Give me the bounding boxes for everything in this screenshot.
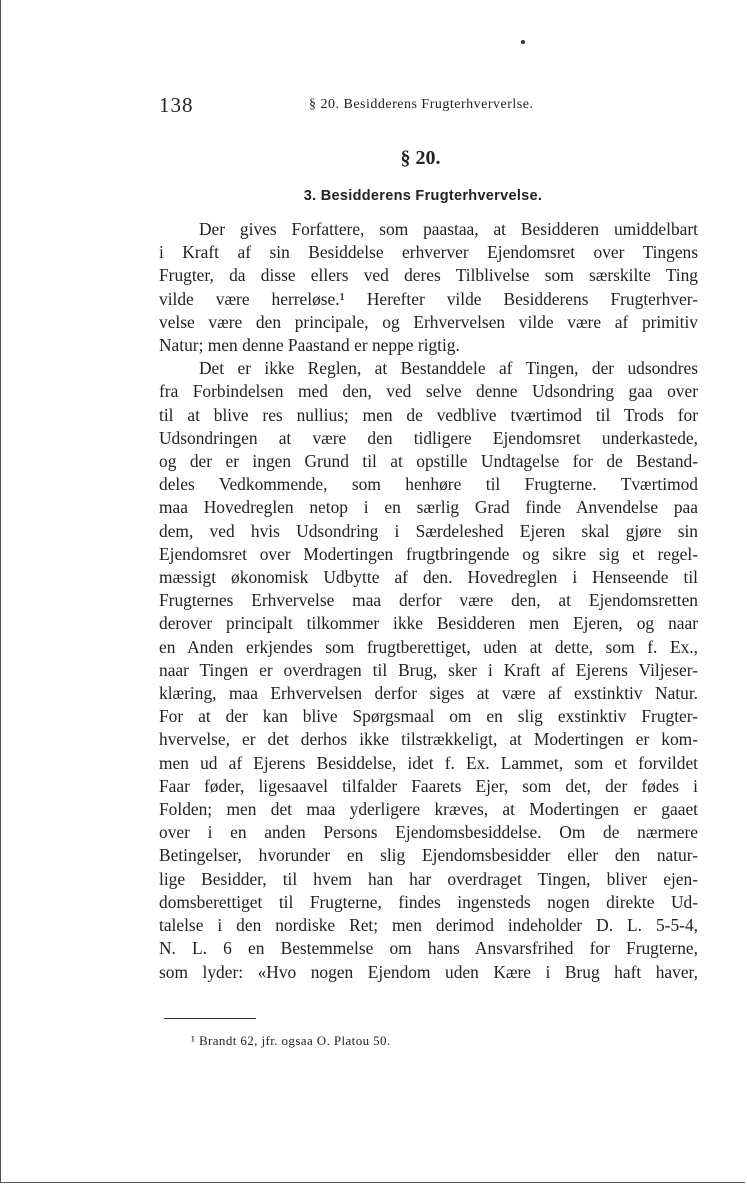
running-title: § 20. Besidderens Frugterhververlse. bbox=[309, 97, 534, 112]
text-line: Faar føder, ligesaavel tilfalder Faarets Ejer, som det, der fødes i bbox=[159, 775, 698, 796]
text-line: klæring, maa Erhvervelsen derfor siges at være af exstinktiv Natur. bbox=[159, 683, 698, 704]
text-line: lige Besidder, til hvem han har overdraget Tingen, bliver ejen- bbox=[159, 868, 698, 889]
text-line: over i en anden Persons Ejendomsbesiddelse. Om de nærmere bbox=[159, 822, 698, 843]
text-line: Frugternes Erhvervelse maa derfor være den, at Ejendomsretten bbox=[159, 590, 698, 611]
footnote-divider bbox=[164, 1018, 256, 1019]
text-line: mæssigt økonomisk Udbytte af den. Hovedreglen i Henseende til bbox=[159, 567, 698, 588]
text-line: og der er ingen Grund til at opstille Undtagelse for de Bestand- bbox=[159, 451, 698, 472]
body-text bbox=[159, 218, 698, 984]
text-line: deles Vedkommende, som henhøre til Frugterne. Tværtimod bbox=[159, 474, 698, 495]
text-line: men ud af Ejerens Besiddelse, idet f. Ex. Lammet, som et forvildet bbox=[159, 752, 698, 773]
text-line: derover principalt tilkommer ikke Besidderen men Ejeren, og naar bbox=[159, 613, 698, 634]
text-line: talelse i den nordiske Ret; men derimod indeholder D. L. 5-5-4, bbox=[159, 915, 698, 936]
text-line: hvervelse, er det derhos ikke tilstrækkeligt, at Modertingen er kom- bbox=[159, 729, 698, 750]
text-line: For at der kan blive Spørgsmaal om en slig exstinktiv Frugter- bbox=[159, 706, 698, 727]
ink-speck bbox=[521, 40, 525, 44]
running-header bbox=[159, 93, 685, 117]
text-line: Folden; men det maa yderligere kræves, at Modertingen er gaaet bbox=[159, 799, 698, 820]
text-line: til at blive res nullius; men de vedblive tværtimod til Trods for bbox=[159, 404, 698, 425]
text-line: maa Hovedreglen netop i en særlig Grad finde Anvendelse paa bbox=[159, 497, 698, 518]
footnote: ¹ Brandt 62, jfr. ogsaa O. Platou 50. bbox=[191, 1033, 391, 1048]
text-line: en Anden erkjendes som frugtberettiget, uden at dette, som f. Ex., bbox=[159, 636, 698, 657]
text-line: fra Forbindelsen med den, ved selve denne Udsondring gaa over bbox=[159, 381, 698, 402]
text-line: vilde være herreløse.¹ Herefter vilde Besidderens Frugterhver- bbox=[159, 288, 698, 309]
text-line: i Kraft af sin Besiddelse erhverver Ejendomsret over Tingens bbox=[159, 242, 698, 263]
text-line: velse være den principale, og Erhvervelsen vilde være af primitiv bbox=[159, 311, 698, 332]
text-line: naar Tingen er overdragen til Brug, sker i Kraft af Ejerens Viljeser- bbox=[159, 659, 698, 680]
text-line: dem, ved hvis Udsondring i Særdeleshed Ejeren skal gjøre sin bbox=[159, 520, 698, 541]
text-line: Natur; men denne Paastand er neppe rigtig. bbox=[159, 335, 460, 356]
text-line: Udsondringen at være den tidligere Ejendomsret underkastede, bbox=[159, 427, 698, 448]
text-line: domsberettiget til Frugterne, findes ingensteds nogen direkte Ud- bbox=[159, 891, 698, 912]
text-line: Det er ikke Reglen, at Bestanddele af Tingen, der udsondres bbox=[199, 358, 698, 379]
text-line: som lyder: «Hvo nogen Ejendom uden Kære i Brug haft haver, bbox=[159, 961, 698, 982]
text-line: Ejendomsret over Modertingen frugtbringende og sikre sig et regel- bbox=[159, 543, 698, 564]
section-title: 3. Besidderens Frugterhvervelse. bbox=[303, 188, 543, 204]
page-number: 138 bbox=[159, 93, 194, 117]
section-number: § 20. bbox=[400, 147, 441, 169]
text-line: Frugter, da disse ellers ved deres Tilblivelse som særskilte Ting bbox=[159, 265, 698, 286]
text-line: Betingelser, hvorunder en slig Ejendomsbesidder eller den natur- bbox=[159, 845, 698, 866]
text-line: N. L. 6 en Bestemmelse om hans Ansvarsfrihed for Frugterne, bbox=[159, 938, 698, 959]
text-line: Der gives Forfattere, som paastaa, at Besidderen umiddelbart bbox=[199, 219, 698, 239]
